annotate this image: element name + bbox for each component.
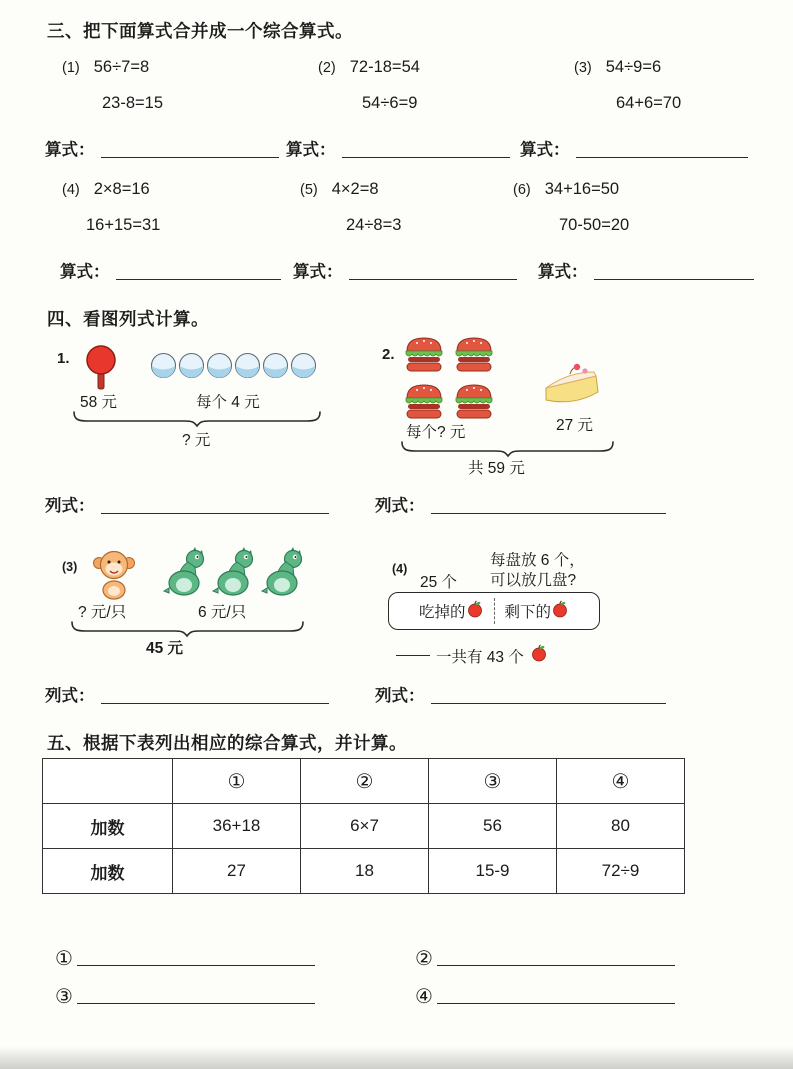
problem-2: [318, 58, 420, 113]
answer-line-4: [415, 984, 675, 1009]
figure4-total: 一共有 43 个: [436, 648, 524, 666]
ball-icon: [178, 352, 205, 384]
equation-label: 算式：: [286, 141, 336, 159]
equation-label: 算式：: [45, 141, 95, 159]
answer-line: [538, 258, 754, 282]
answer-line: [375, 682, 666, 706]
table-cell: 27: [173, 849, 301, 894]
answer-marker: ①: [55, 948, 73, 970]
problem-number: (2): [318, 60, 336, 76]
answer-blank: [101, 140, 279, 158]
section3-title: 三、把下面算式合并成一个综合算式。: [47, 21, 353, 41]
equation: 23-8=15: [102, 94, 164, 112]
answer-line-2: [415, 946, 675, 971]
cake-price: 27 元: [556, 417, 594, 434]
ball-price: 每个 4 元: [196, 394, 260, 411]
ball-icon: [262, 352, 289, 384]
answer-line: [45, 492, 329, 516]
problem-1: [62, 58, 163, 113]
figure3-total: 45 元: [146, 640, 184, 657]
answer-blank: [349, 262, 517, 280]
apple-count: 25 个: [420, 574, 458, 591]
answer-line: [60, 258, 281, 282]
equation-label: 算式：: [293, 263, 343, 281]
table-col-header: ③: [429, 759, 557, 804]
equation-label: 列式：: [375, 687, 425, 705]
problem-3: [574, 58, 681, 113]
answer-blank: [101, 686, 329, 704]
answer-blank: [431, 496, 666, 514]
table-header-row: [43, 759, 685, 804]
hint-line2: 可以放几盘?: [490, 572, 577, 589]
equation: 4×2=8: [331, 180, 379, 198]
answer-marker: ②: [415, 948, 433, 970]
equation-label: 算式：: [538, 263, 588, 281]
pointer-line: [396, 655, 430, 656]
figure4-number: (4): [392, 562, 408, 576]
paddle-price: 58 元: [80, 394, 118, 411]
answer-line: [375, 492, 666, 516]
equation: 16+15=31: [86, 216, 161, 234]
equation: 34+16=50: [544, 180, 620, 198]
equation-label: 列式：: [45, 497, 95, 515]
dinosaur-row: [162, 546, 307, 603]
equation: 2×8=16: [93, 180, 150, 198]
section5-table: [42, 758, 685, 894]
equation-label: 算式：: [60, 263, 110, 281]
burger-price: 每个? 元: [406, 424, 466, 441]
box-divider: [494, 598, 495, 624]
answer-marker: ④: [415, 986, 433, 1008]
answer-blank: [431, 686, 666, 704]
section5-title: 五、根据下表列出相应的综合算式，并计算。: [47, 733, 407, 753]
equation-label: 算式：: [520, 141, 570, 159]
equation: 72-18=54: [349, 58, 420, 76]
ball-icon: [206, 352, 233, 384]
table-row-label: 加数: [43, 849, 173, 894]
answer-line-1: [55, 946, 315, 971]
answer-line: [520, 136, 748, 160]
apple-icon: [466, 600, 484, 623]
dinosaur-icon: [162, 546, 209, 603]
table-col-header: ④: [557, 759, 685, 804]
equation: 64+6=70: [616, 94, 682, 112]
ball-row: [150, 352, 317, 384]
apple-box: [388, 592, 600, 630]
cake-icon: [540, 362, 602, 419]
table-row-label: 加数: [43, 804, 173, 849]
table-col-header: ②: [301, 759, 429, 804]
hint-line1: 每盘放 6 个，: [490, 552, 585, 569]
answer-blank: [594, 262, 754, 280]
underbrace: [70, 620, 305, 643]
equation: 24÷8=3: [346, 216, 402, 234]
dinosaur-icon: [211, 546, 258, 603]
left-label: 剩下的: [504, 604, 552, 621]
answer-blank: [437, 986, 675, 1004]
problem-number: (5): [300, 182, 318, 198]
dinosaur-icon: [260, 546, 307, 603]
problem-4: [62, 180, 160, 235]
answer-blank: [77, 986, 315, 1004]
problem-number: (4): [62, 182, 80, 198]
table-col-header: ①: [173, 759, 301, 804]
table-cell: 36+18: [173, 804, 301, 849]
answer-line: [45, 682, 329, 706]
figure2-number: 2.: [382, 346, 395, 363]
problem-number: (3): [574, 60, 592, 76]
equation: 56÷7=8: [93, 58, 150, 76]
equation-label: 列式：: [45, 687, 95, 705]
table-row: [43, 804, 685, 849]
hamburger-icon: [452, 334, 496, 379]
apple-icon: [530, 644, 548, 667]
apple-icon: [551, 600, 569, 623]
table-cell: 80: [557, 804, 685, 849]
answer-blank: [437, 948, 675, 966]
answer-blank: [116, 262, 281, 280]
eaten-label: 吃掉的: [418, 604, 466, 621]
figure1-total: ? 元: [182, 432, 211, 449]
figure2-total: 共 59 元: [468, 460, 525, 477]
figure1-number: 1.: [57, 350, 70, 367]
equation: 54÷6=9: [362, 94, 418, 112]
problem-6: [513, 180, 629, 235]
ball-icon: [234, 352, 261, 384]
table-cell: 6×7: [301, 804, 429, 849]
hamburger-icon: [402, 334, 446, 379]
equation: 70-50=20: [559, 216, 630, 234]
table-cell: 18: [301, 849, 429, 894]
answer-marker: ③: [55, 986, 73, 1008]
problem-5: [300, 180, 401, 235]
equation-label: 列式：: [375, 497, 425, 515]
ball-icon: [150, 352, 177, 384]
answer-line: [45, 136, 279, 160]
equation: 54÷9=6: [605, 58, 662, 76]
monkey-price: ? 元/只: [78, 604, 127, 621]
answer-line-3: [55, 984, 315, 1009]
ball-icon: [290, 352, 317, 384]
answer-blank: [77, 948, 315, 966]
problem-number: (6): [513, 182, 531, 198]
burger-grid: [402, 334, 496, 426]
problem-number: (1): [62, 60, 80, 76]
monkey-icon: [90, 548, 138, 605]
answer-blank: [342, 140, 510, 158]
section4-title: 四、看图列式计算。: [47, 309, 209, 329]
table-cell-empty: [43, 759, 173, 804]
answer-line: [286, 136, 510, 160]
dino-price: 6 元/只: [198, 604, 247, 621]
answer-blank: [576, 140, 748, 158]
figure3-number: (3): [62, 560, 78, 574]
table-row: [43, 849, 685, 894]
table-cell: 15-9: [429, 849, 557, 894]
page-bottom-shadow: [0, 1046, 793, 1069]
table-cell: 72÷9: [557, 849, 685, 894]
figure4-total-row: [396, 644, 548, 667]
table-cell: 56: [429, 804, 557, 849]
answer-blank: [101, 496, 329, 514]
answer-line: [293, 258, 517, 282]
